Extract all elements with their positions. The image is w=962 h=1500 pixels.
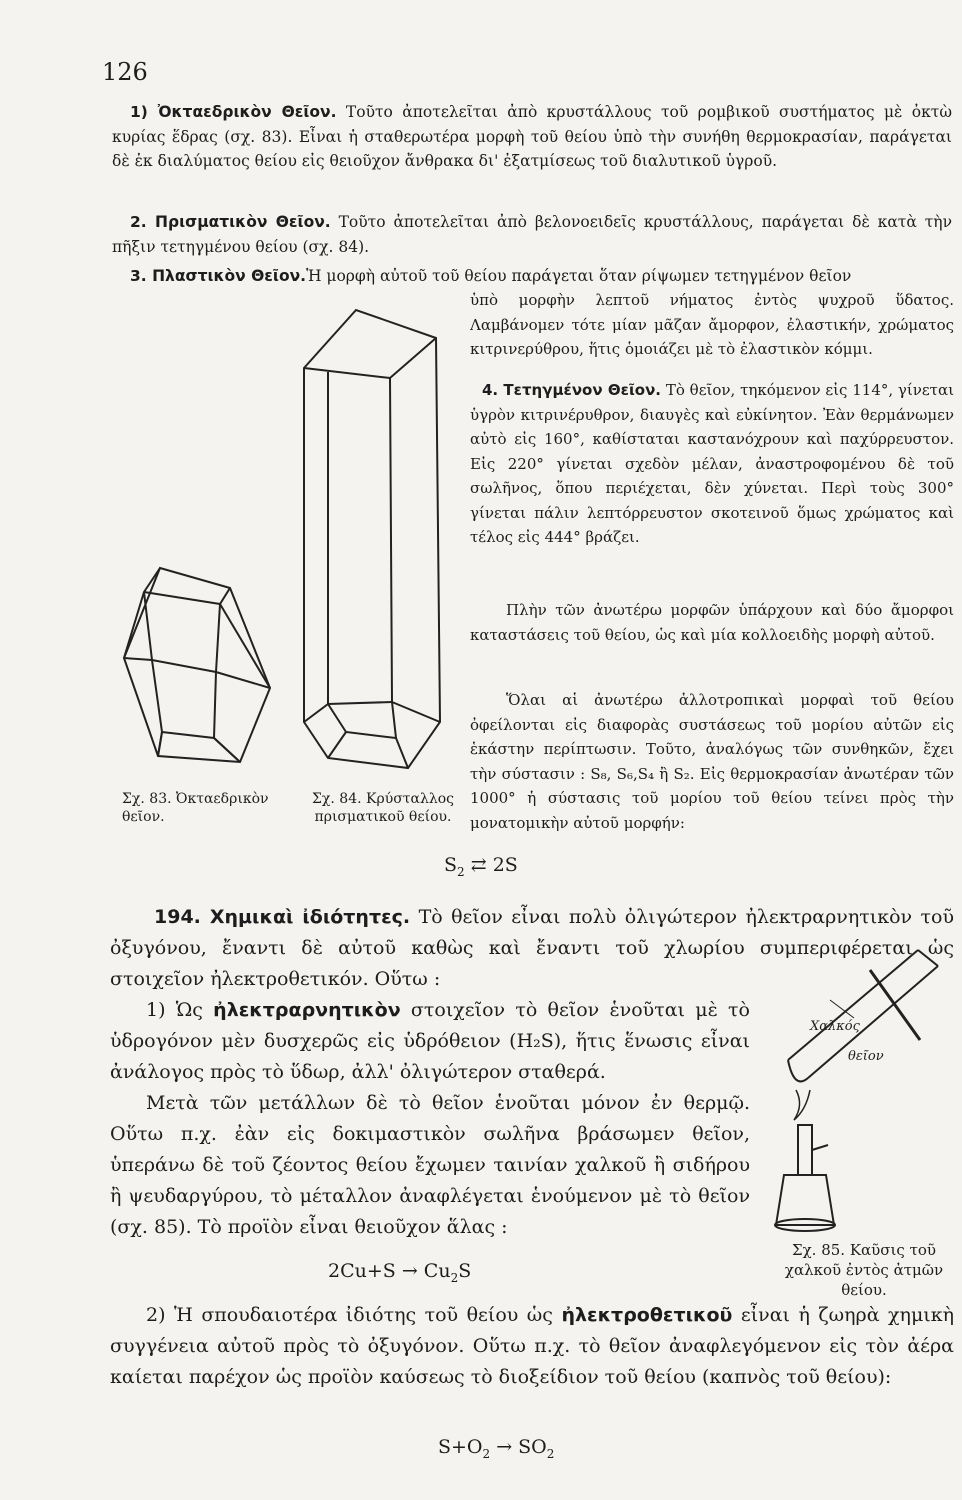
equation-s2-2s: $S_2$ ⇄ 2S [444, 854, 518, 879]
paragraph-metals: Μετὰ τῶν μετάλλων δὲ τὸ θεῖον ἑνοῦται μόνον ἐν θερμῷ. Οὕτω π.χ. ἐὰν εἰς δοκιμαστικὸν σωλῆνα βράσωμεν θεῖον, ὑπεράνω δὲ τοῦ ζέοντος θείου ἔχωμεν ταινίαν χαλκοῦ ἢ σιδήρου ἢ ψευδαργύρου, τὸ μέταλλον ἀναφλέγεται ἑνούμενον μὲ τὸ θεῖον (σχ. 85). Τὸ προϊὸν εἶναι θειοῦχον ἅλας : [110, 1092, 750, 1238]
figure-85-copper-burning-apparatus [770, 940, 960, 1240]
paragraph-amorphous: Πλὴν τῶν ἀνωτέρω μορφῶν ὑπάρχουν καὶ δύο ἄμορφοι καταστάσεις τοῦ θείου, ὡς καὶ μία κολλοειδὴς μορφὴ αὐτοῦ. [470, 601, 954, 644]
figure-85-label-sulfur: θεῖον [848, 1049, 884, 1064]
paragraph-prismatic-sulfur [112, 210, 952, 259]
heading-octahedral: 1) Ὀκταεδρικὸν Θεῖον. [130, 103, 337, 121]
paragraph-electropositive: 2) Ἡ σπουδαιοτέρα ἰδιότης τοῦ θείου ὡς ἠλεκτροθετικοῦ εἶναι ἡ ζωηρὰ χημικὴ συγγένεια αὐτοῦ πρὸς τὸ ὀξυγόνον. Οὕτω π.χ. τὸ θεῖον ἀναφλεγόμενον εἰς τὸν ἀέρα καίεται παρέχον ὡς προϊὸν καύσεως τὸ διοξείδιον τοῦ θείου (καπνὸς τοῦ θείου): [110, 1304, 954, 1388]
paragraph-molten-sulfur [470, 378, 954, 550]
figure-84-caption: Σχ. 84. Κρύσταλλος πρισματικοῦ θείου. [312, 791, 454, 825]
paragraph-octahedral-sulfur [112, 100, 952, 174]
figure-84-prismatic-crystal [298, 302, 448, 772]
paragraph-plastic-continued: ὑπὸ μορφὴν λεπτοῦ νήματος ἐντὸς ψυχροῦ ὕδατος. Λαμβάνομεν τότε μίαν μᾶζαν ἄμορφον, ἐλαστικήν, χρώματος κιτρινερύθρου, ἥτις ὁμοιάζει μὲ τὸ ἐλαστικὸν κόμμι. [470, 291, 954, 358]
figure-85-caption: Σχ. 85. Καῦσις τοῦ χαλκοῦ ἐντὸς ἀτμῶν θείου. [784, 1241, 944, 1299]
equilibrium-arrow-icon: ⇄ [470, 854, 487, 876]
paragraph-allotropic: Ὅλαι αἱ ἀνωτέρω ἀλλοτροπικαὶ μορφαὶ τοῦ θείου ὀφείλονται εἰς διαφορὰς συστάσεως τοῦ μορίου αὐτῶν εἰς ἑκάστην περίπτωσιν. Τοῦτο, ἀναλόγως τῶν συνθηκῶν, ἔχει τὴν σύστασιν : S₈, S₆,S₄ ἢ S₂. Εἰς θερμοκρασίαν ἀνωτέραν τῶν 1000° ἡ σύστασις τοῦ μορίου τοῦ θείου τείνει πρὸς τὴν μονατομικὴν αὐτοῦ μορφήν: [470, 691, 954, 832]
equation-copper-sulfide: $2Cu+S \to Cu_2S$ [328, 1260, 472, 1285]
text-octahedral: Τοῦτο ἀποτελεῖται ἀπὸ κρυστάλλους τοῦ ρομβικοῦ συστήματος μὲ ὀκτὼ κυρίας ἕδρας (σχ. 83). Εἶναι ἡ σταθερωτέρα μορφὴ τοῦ θείου ὑπὸ τὴν συνήθη θερμοκρασίαν, παράγεται δὲ ἐκ διαλύματος θείου εἰς θειοῦχον ἄνθρακα δι' ἐξατμίσεως τοῦ διαλυτικοῦ ὑγροῦ. [112, 103, 952, 170]
bold-electronegative: ἠλεκτραρνητικὸν [213, 999, 401, 1021]
text-194: Τὸ θεῖον εἶναι πολὺ ὀλιγώτερον ἠλεκτραρνητικὸν τοῦ ὀξυγόνου, ἔναντι δὲ αὐτοῦ καθὼς καὶ ἔναντι τοῦ χλωρίου συμπεριφέρεται ὡς στοιχεῖον ἠλεκτροθετικόν. Οὕτω : [110, 906, 954, 990]
bold-electropositive: ἠλεκτροθετικοῦ [561, 1304, 733, 1326]
heading-194: 194. Χημικαὶ ἰδιότητες. [154, 906, 411, 928]
paragraph-plastic-sulfur [112, 264, 952, 289]
heading-molten: 4. Τετηγμένον Θεῖον. [482, 381, 662, 399]
text-molten: Τὸ θεῖον, τηκόμενον εἰς 114°, γίνεται ὑγρὸν κιτρινέρυθρον, διαυγὲς καὶ εὐκίνητον. Ἐὰν θερμάνωμεν αὐτὸ εἰς 160°, καθίσταται καστανόχρουν καὶ παχύρρευστον. Εἰς 220° γίνεται σχεδὸν μέλαν, ἀναστροφομένου δὲ τοῦ σωλῆνος, ὅπου περιέχεται, δὲν χύνεται. Περὶ τοὺς 300° γίνεται πάλιν λεπτόρρευστον σκοτεινοῦ ὅμως χρώματος καὶ τέλος εἰς 444° βράζει. [470, 381, 954, 546]
equation-sulfur-dioxide: $S+O_2 \to SO_2$ [438, 1436, 555, 1461]
figure-83-octahedral-crystal [122, 560, 282, 780]
heading-prismatic: 2. Πρισματικὸν Θεῖον. [130, 213, 331, 231]
paragraph-electronegative: 1) Ὡς ἠλεκτραρνητικὸν στοιχεῖον τὸ θεῖον ἑνοῦται μὲ τὸ ὑδρογόνον μὲν δυσχερῶς εἰς ὑδρόθειον (H₂S), ἥτις ἕνωσις εἶναι ἀνάλογος πρὸς τὸ ὕδωρ, ἀλλ' ὀλιγώτερον σταθερά. [110, 999, 750, 1083]
text-plastic: Ἡ μορφὴ αὐτοῦ τοῦ θείου παράγεται ὅταν ρίψωμεν τετηγμένον θεῖον [306, 267, 852, 285]
heading-plastic: 3. Πλαστικὸν Θεῖον. [130, 267, 307, 285]
figure-85-label-copper: Χαλκός [810, 1019, 860, 1034]
page-number: 126 [102, 58, 148, 86]
text-prismatic: Τοῦτο ἀποτελεῖται ἀπὸ βελονοειδεῖς κρυστάλλους, παράγεται δὲ κατὰ τὴν πῆξιν τετηγμένου θείου (σχ. 84). [112, 213, 952, 256]
figure-83-caption: Σχ. 83. Ὀκταεδρικὸν θεῖον. [122, 791, 269, 825]
